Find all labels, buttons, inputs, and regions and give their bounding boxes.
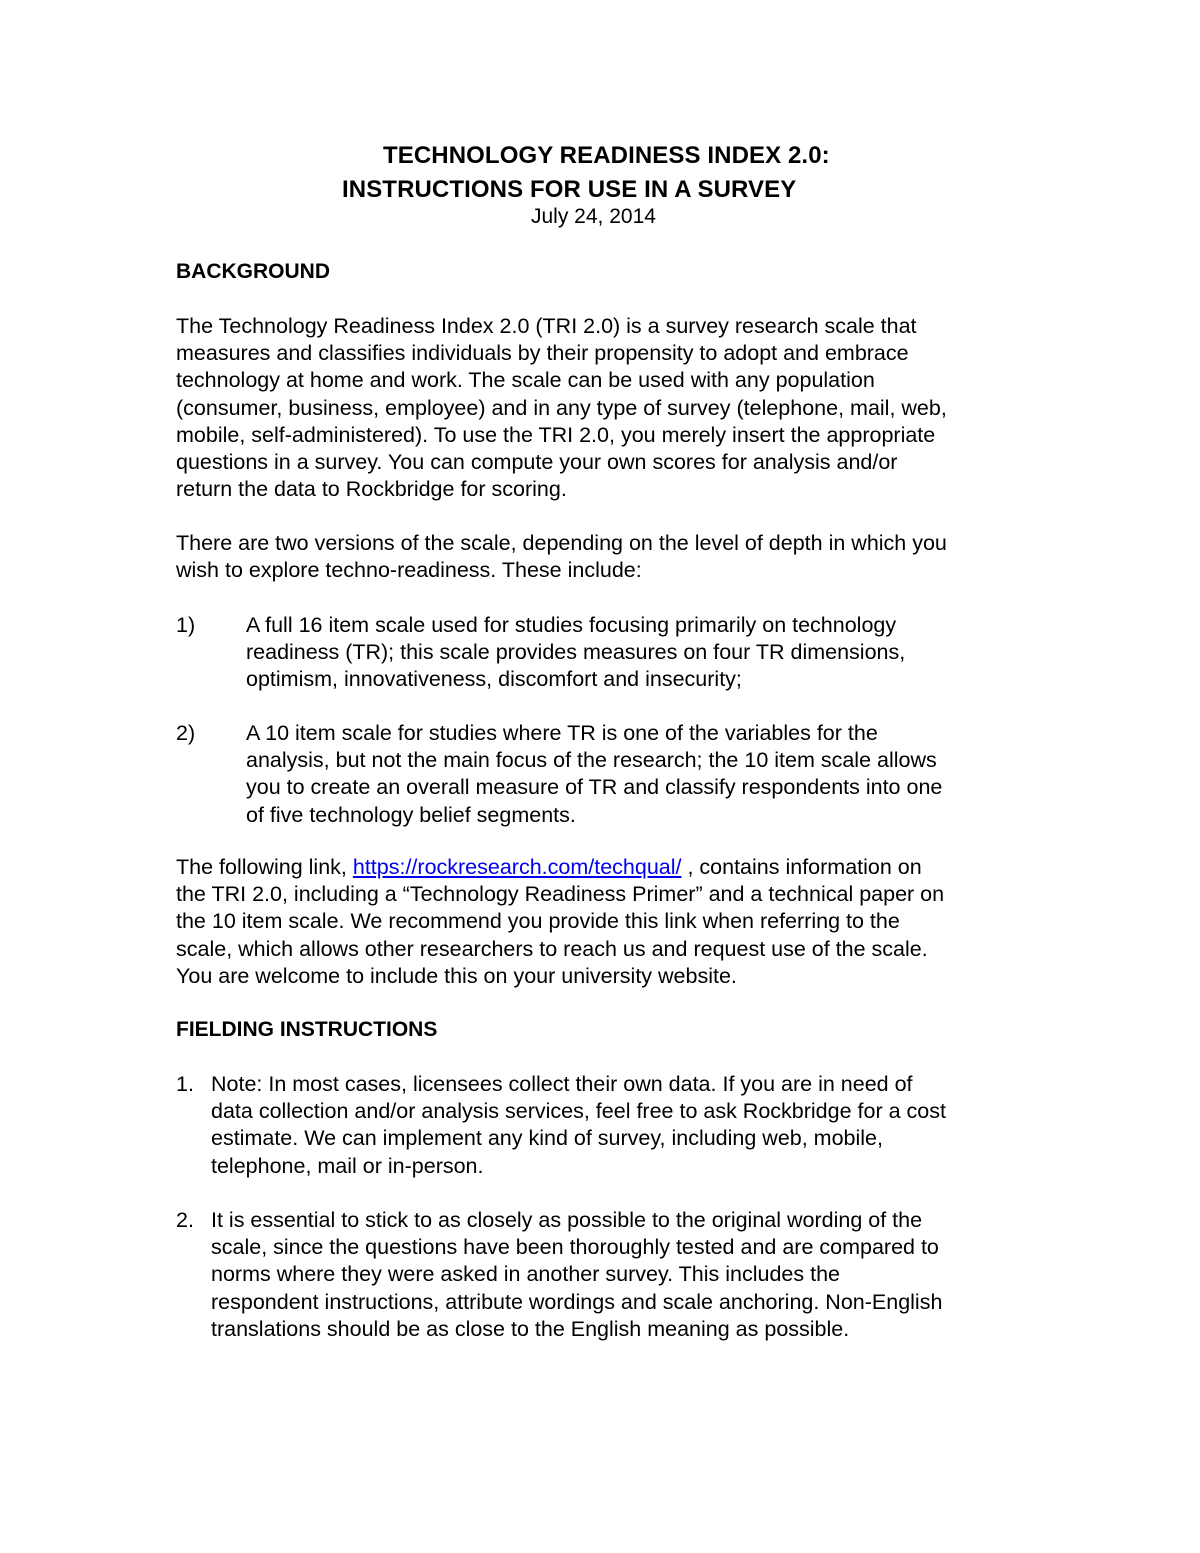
text-line: questions in a survey. You can compute your own scores for analysis and/or [176,450,898,475]
text-line: It is essential to stick to as closely as possible to the original wording of the [211,1208,923,1232]
text-line: estimate. We can implement any kind of survey, including web, mobile, [211,1126,883,1151]
text-line: analysis, but not the main focus of the research; the 10 item scale allows [246,748,937,773]
background-paragraph-2 [176,530,1036,584]
techqual-link[interactable]: https://rockresearch.com/techqual/ [352,855,682,879]
text-line: optimism, innovativeness, discomfort and insecurity; [246,667,742,692]
text-line: The Technology Readiness Index 2.0 (TRI 2.0) is a survey research scale that [176,314,917,338]
text-line [176,854,1036,881]
text-line: measures and classifies individuals by their propensity to adopt and embrace [176,341,909,366]
text-line: scale, which allows other researchers to reach us and request use of the scale. [176,936,928,961]
text-line: A 10 item scale for studies where TR is one of the variables for the [246,721,878,745]
link-paragraph [176,854,1036,990]
background-heading: BACKGROUND [176,260,330,283]
text-line: return the data to Rockbridge for scoring. [176,477,567,502]
document-date: July 24, 2014 [531,205,656,228]
document-title-line1: TECHNOLOGY READINESS INDEX 2.0: [383,142,830,169]
text-line: You are welcome to include this on your university website. [176,963,737,988]
text-line: There are two versions of the scale, depending on the level of depth in which you [176,531,947,555]
list-item-number: 2. [176,1208,194,1232]
text-line: norms where they were asked in another survey. This includes the [211,1262,840,1287]
text-line: wish to explore techno-readiness. These include: [176,558,642,583]
text-line: telephone, mail or in-person. [211,1153,484,1178]
text-line: the 10 item scale. We recommend you provide this link when referring to the [176,909,900,934]
text-line: scale, since the questions have been thoroughly tested and are compared to [211,1235,939,1260]
text-line: respondent instructions, attribute wordings and scale anchoring. Non-English [211,1289,943,1314]
text-line: technology at home and work. The scale can be used with any population [176,368,875,393]
text-line: the TRI 2.0, including a “Technology Readiness Primer” and a technical paper on [176,882,945,907]
text-line: Note: In most cases, licensees collect their own data. If you are in need of [211,1072,913,1096]
text-line: data collection and/or analysis services, feel free to ask Rockbridge for a cost [211,1099,946,1124]
fielding-heading: FIELDING INSTRUCTIONS [176,1018,438,1041]
link-suffix: , contains information on [681,855,922,879]
list-item-number: 1. [176,1072,194,1096]
text-line: mobile, self-administered). To use the TRI 2.0, you merely insert the appropriate [176,422,936,447]
link-prefix: The following link, [176,855,353,879]
document-title-line2: INSTRUCTIONS FOR USE IN A SURVEY [342,176,797,203]
text-line: you to create an overall measure of TR and classify respondents into one [246,775,943,800]
text-line: (consumer, business, employee) and in any type of survey (telephone, mail, web, [176,395,947,420]
text-line: of five technology belief segments. [246,802,576,827]
text-line: A full 16 item scale used for studies focusing primarily on technology [246,613,897,637]
background-paragraph-1 [176,313,1036,503]
text-line: readiness (TR); this scale provides measures on four TR dimensions, [246,640,906,665]
list-item-number: 1) [176,613,196,637]
list-item-number: 2) [176,721,196,745]
text-line: translations should be as close to the English meaning as possible. [211,1316,850,1341]
